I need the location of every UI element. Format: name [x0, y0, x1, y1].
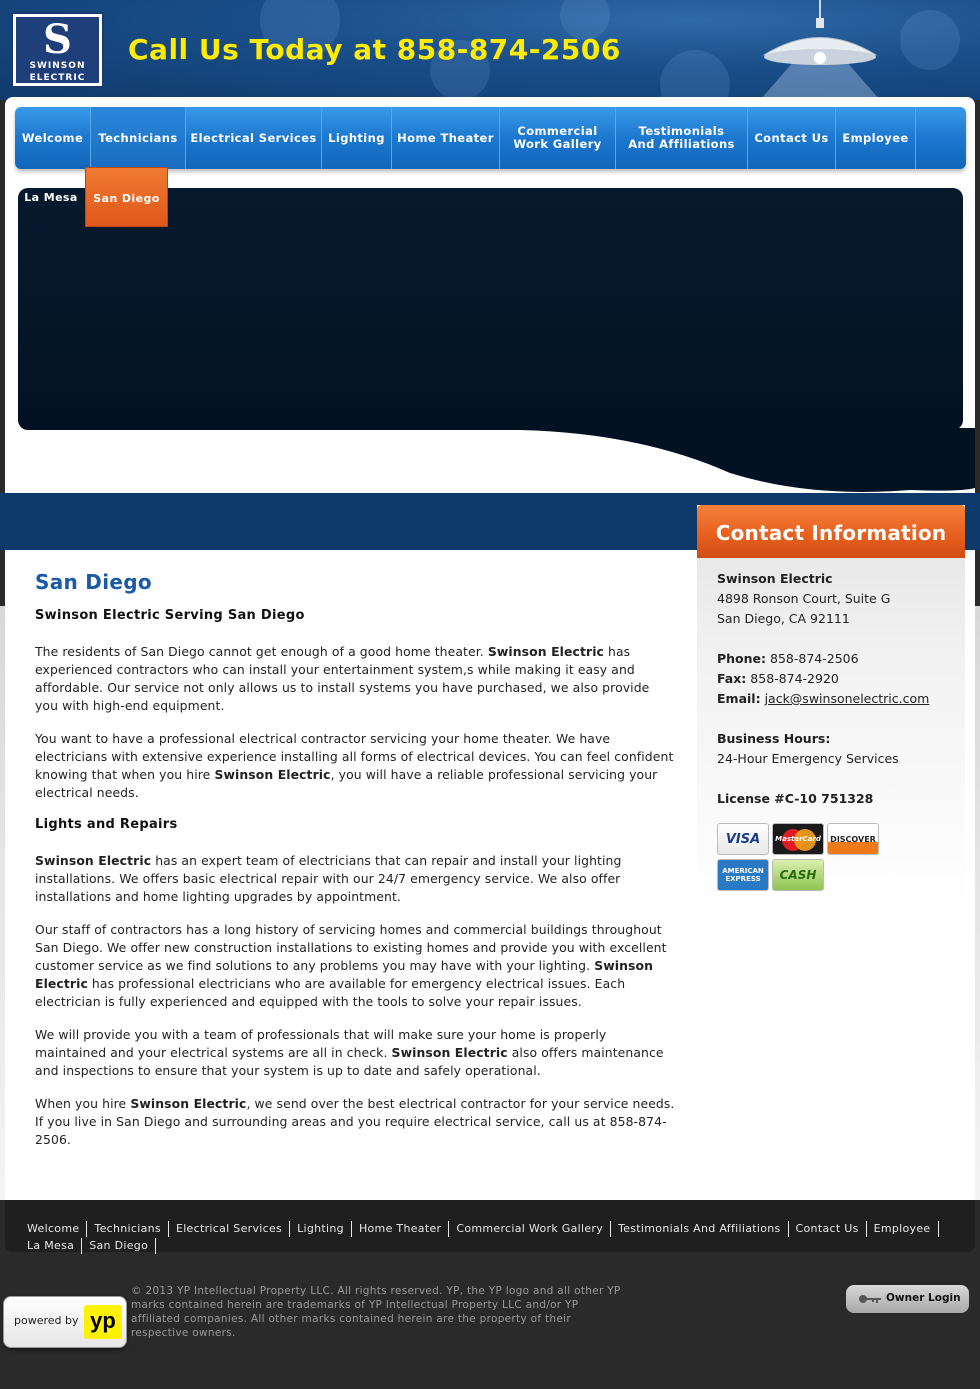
- paragraph-4: Our staff of contractors has a long history of servicing homes and commercial buildings throughout San Diego. We offer new construction installations to existing homes and provide you with excellent customer service as we find solutions to any problems you may have with your lighting. Swinson Electric has professional electricians who are available for emergency electrical issues. Each electrician is fully experienced and equipped with the tools to solve your repair issues.: [35, 922, 667, 1009]
- main-content: [35, 570, 675, 1164]
- email-link[interactable]: jack@swinsonelectric.com: [764, 691, 930, 706]
- footer-link-welcome[interactable]: Welcome: [27, 1221, 87, 1237]
- banner-wave-shape: [440, 428, 975, 494]
- logo-letter: S: [43, 16, 72, 63]
- main-nav: [15, 107, 966, 169]
- footer-link-contact-us[interactable]: Contact Us: [789, 1221, 867, 1237]
- discover-card-icon: DISCOVER: [827, 823, 879, 855]
- logo-text-top: SWINSON: [29, 61, 86, 71]
- paragraph-2: You want to have a professional electrical contractor servicing your home theater. We have electricians with extensive experience installing all forms of electrical devices. You can feel confident knowing that when you hire Swinson Electric, you will have a reliable professional servicing your electrical needs.: [35, 731, 674, 800]
- contact-email: Email: jack@swinsonelectric.com: [717, 691, 930, 706]
- footer-link-lighting[interactable]: Lighting: [290, 1221, 352, 1237]
- lamp-icon: [750, 0, 890, 100]
- nav-item-home-theater[interactable]: Home Theater: [392, 107, 500, 169]
- owner-login-button[interactable]: Owner Login: [846, 1285, 969, 1313]
- nav-item-employee[interactable]: Employee: [836, 107, 916, 169]
- section-heading-serving: Swinson Electric Serving San Diego: [35, 608, 305, 623]
- mastercard-icon: MasterCard: [772, 823, 824, 855]
- key-icon: [858, 1294, 882, 1304]
- contact-header: Contact Information: [697, 505, 965, 558]
- powered-by-text: powered by: [14, 1314, 79, 1327]
- contact-phone: Phone: 858-874-2506: [717, 651, 859, 666]
- copyright-text: © 2013 YP Intellectual Property LLC. All rights reserved. YP, the YP logo and all other YP marks contained herein are trademarks of YP Intellectual Property LLC and/or YP affiliated companies. All other marks contained herein are the property of their respective owners.: [131, 1285, 621, 1339]
- cash-icon: CASH: [772, 859, 824, 891]
- footer-link-san-diego[interactable]: San Diego: [82, 1238, 156, 1254]
- business-hours-label: Business Hours:: [717, 731, 831, 746]
- footer-link-testimonials-and-affiliations[interactable]: Testimonials And Affiliations: [611, 1221, 788, 1237]
- subnav-la-mesa[interactable]: La Mesa: [24, 191, 78, 204]
- logo-text-bottom: ELECTRIC: [29, 73, 86, 83]
- license-number: License #C-10 751328: [717, 791, 874, 806]
- footer-link-technicians[interactable]: Technicians: [87, 1221, 169, 1237]
- powered-by-yp-badge[interactable]: [3, 1296, 127, 1348]
- paragraph-5: We will provide you with a team of professionals that will make sure your home is properly maintained and your electrical systems are all in check. Swinson Electric also offers maintenance and inspections to ensure that your system is up to date and safely operational.: [35, 1027, 664, 1078]
- subnav-san-diego[interactable]: San Diego: [85, 167, 168, 227]
- nav-item-testimonials-and-affiliations[interactable]: Testimonials And Affiliations: [616, 107, 748, 169]
- amex-card-icon: AMERICAN EXPRESS: [717, 859, 769, 891]
- nav-item-electrical-services[interactable]: Electrical Services: [186, 107, 322, 169]
- nav-item-contact-us[interactable]: Contact Us: [748, 107, 836, 169]
- page-title: San Diego: [35, 570, 152, 594]
- footer-link-commercial-work-gallery[interactable]: Commercial Work Gallery: [449, 1221, 611, 1237]
- footer-link-electrical-services[interactable]: Electrical Services: [169, 1221, 290, 1237]
- business-hours: 24-Hour Emergency Services: [717, 751, 899, 766]
- footer-link-la-mesa[interactable]: La Mesa: [27, 1238, 82, 1254]
- paragraph-6: When you hire Swinson Electric, we send over the best electrical contractor for your service needs. If you live in San Diego and surrounding areas and you require electrical service, call us at 858-874-2506.: [35, 1096, 675, 1147]
- footer-link-home-theater[interactable]: Home Theater: [352, 1221, 449, 1237]
- contact-address-2: San Diego, CA 92111: [717, 611, 850, 626]
- contact-fax: Fax: 858-874-2920: [717, 671, 839, 686]
- nav-item-lighting[interactable]: Lighting: [322, 107, 392, 169]
- nav-item-technicians[interactable]: Technicians: [91, 107, 186, 169]
- contact-company: Swinson Electric: [717, 571, 833, 586]
- paragraph-1: The residents of San Diego cannot get enough of a good home theater. Swinson Electric has experienced contractors who can install your entertainment system,s while making it easy and affordable. Our service not only allows us to install systems you have purchased, we also provide you with high-end equipment.: [35, 644, 650, 713]
- nav-item-commercial-work-gallery[interactable]: Commercial Work Gallery: [500, 107, 616, 169]
- yp-logo-icon: yp: [84, 1305, 122, 1339]
- call-us-phone: Call Us Today at 858-874-2506: [128, 33, 621, 66]
- visa-card-icon: VISA: [717, 823, 769, 855]
- contact-details: [717, 569, 957, 809]
- section-heading-lights: Lights and Repairs: [35, 817, 178, 832]
- footer-nav: [5, 1200, 975, 1252]
- contact-address-1: 4898 Ronson Court, Suite G: [717, 591, 891, 606]
- footer-link-employee[interactable]: Employee: [867, 1221, 939, 1237]
- company-logo[interactable]: [11, 12, 104, 88]
- site-header: [0, 0, 980, 100]
- nav-item-welcome[interactable]: Welcome: [15, 107, 91, 169]
- paragraph-3: Swinson Electric has an expert team of electricians that can repair and install your lighting installations. We offers basic electrical repair with our 24/7 emergency service. We also offer installations and home lighting upgrades by appointment.: [35, 853, 622, 904]
